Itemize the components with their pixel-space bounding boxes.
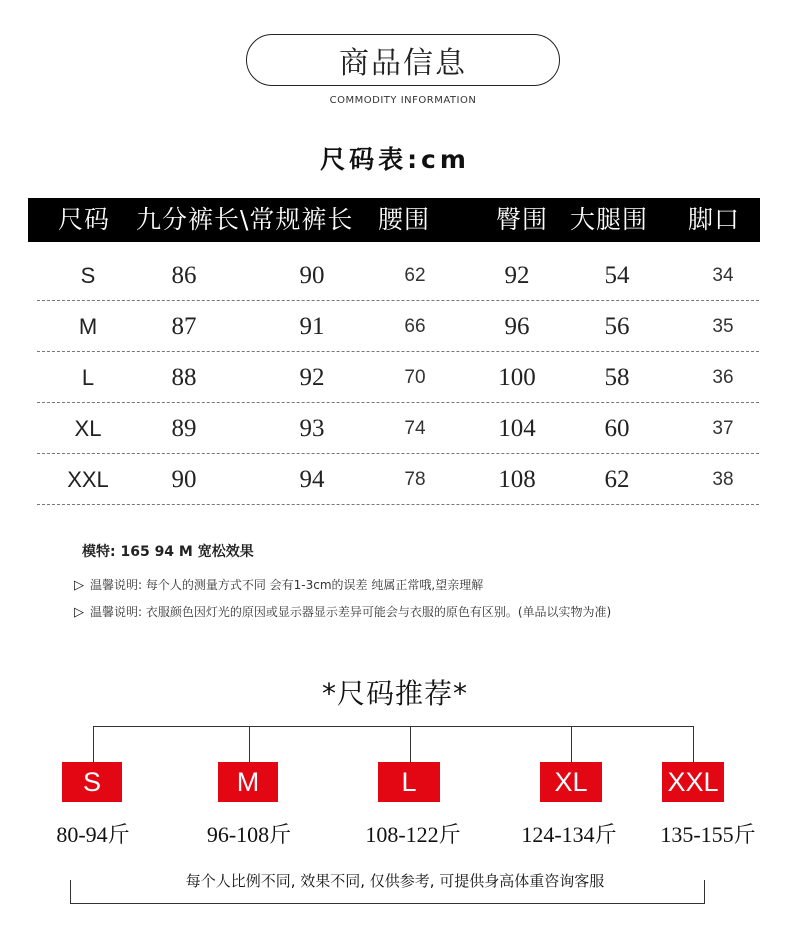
size-chart-heading: 尺码表:cm <box>320 145 470 174</box>
weight-range-xl: 124-134斤 <box>521 822 617 847</box>
cell-waist: 70 <box>404 367 426 388</box>
tree-branch <box>410 726 411 762</box>
tree-connector <box>93 726 694 727</box>
tree-branch <box>249 726 250 762</box>
cell-hip: 104 <box>498 415 536 442</box>
size-badge-l: L <box>378 762 440 802</box>
cell-hip: 92 <box>504 262 530 289</box>
cell-hem: 36 <box>712 367 734 388</box>
cell-waist: 66 <box>404 316 426 337</box>
table-row <box>37 353 759 403</box>
size-badge-xl: XL <box>540 762 602 802</box>
table-row <box>37 251 759 301</box>
row-divider <box>37 351 759 352</box>
weight-range-l: 108-122斤 <box>365 822 461 847</box>
cell-hip: 108 <box>498 466 536 493</box>
cell-hem: 38 <box>712 469 734 490</box>
cell-nine-length: 88 <box>171 364 197 391</box>
cell-waist: 74 <box>404 418 426 439</box>
triangle-right-icon: ▷ <box>74 605 84 620</box>
cell-hip: 96 <box>504 313 530 340</box>
cell-size: L <box>81 365 95 390</box>
row-divider <box>37 453 759 454</box>
note-text: 温馨说明: 衣服颜色因灯光的原因或显示器显示差异可能会与衣服的原色有区别。(单品以实物为准) <box>90 605 612 619</box>
column-header-size: 尺码 <box>58 205 111 234</box>
cell-waist: 62 <box>404 265 426 286</box>
cell-hem: 35 <box>712 316 734 337</box>
column-header-hem: 脚口 <box>688 205 741 234</box>
cell-nine-length: 87 <box>171 313 197 340</box>
cell-size: XL <box>74 416 102 441</box>
cell-nine-length: 90 <box>171 466 197 493</box>
size-badge-s: S <box>62 762 122 802</box>
column-header-thigh: 大腿围 <box>570 205 649 234</box>
tree-branch <box>693 726 694 762</box>
table-row <box>37 455 759 505</box>
weight-range-m: 96-108斤 <box>206 822 292 847</box>
cell-thigh: 54 <box>604 262 630 289</box>
column-header-hip: 臀围 <box>496 205 549 234</box>
cell-regular-length: 93 <box>299 415 325 442</box>
cell-waist: 78 <box>404 469 426 490</box>
weight-range-s: 80-94斤 <box>56 822 130 847</box>
title-pill <box>246 34 560 86</box>
cell-nine-length: 89 <box>171 415 197 442</box>
size-badge-m: M <box>218 762 278 802</box>
row-divider <box>37 300 759 301</box>
table-row <box>37 404 759 454</box>
cell-thigh: 58 <box>604 364 630 391</box>
tree-branch <box>93 726 94 762</box>
column-header-waist: 腰围 <box>378 205 431 234</box>
cell-size: M <box>78 314 98 339</box>
table-row <box>37 302 759 352</box>
cell-size: XXL <box>67 467 109 492</box>
page-subtitle: COMMODITY INFORMATION <box>329 95 477 106</box>
note-measurement <box>74 576 483 593</box>
note-color <box>74 603 611 620</box>
cell-regular-length: 92 <box>299 364 325 391</box>
cell-size: S <box>80 263 96 288</box>
cell-hip: 100 <box>498 364 536 391</box>
row-divider <box>37 504 759 505</box>
note-text: 温馨说明: 每个人的测量方式不同 会有1-3cm的误差 纯属正常哦,望亲理解 <box>90 578 484 592</box>
model-info: 模特: 165 94 M 宽松效果 <box>82 544 254 560</box>
cell-thigh: 62 <box>604 466 630 493</box>
weight-range-xxl: 135-155斤 <box>660 822 756 847</box>
cell-thigh: 56 <box>604 313 630 340</box>
cell-regular-length: 94 <box>299 466 325 493</box>
triangle-right-icon: ▷ <box>74 578 84 593</box>
recommend-footnote: 每个人比例不同, 效果不同, 仅供参考, 可提供身高体重咨询客服 <box>185 872 605 890</box>
size-badge-xxl: XXL <box>662 762 724 802</box>
cell-hem: 34 <box>712 265 734 286</box>
column-header-length: 九分裤长\常规裤长 <box>136 205 354 234</box>
cell-hem: 37 <box>712 418 734 439</box>
row-divider <box>37 402 759 403</box>
tree-branch <box>571 726 572 762</box>
cell-nine-length: 86 <box>171 262 197 289</box>
size-table-header <box>28 198 760 242</box>
cell-regular-length: 90 <box>299 262 325 289</box>
recommend-title: *尺码推荐* <box>321 677 468 710</box>
cell-thigh: 60 <box>604 415 630 442</box>
page-title: 商品信息 <box>339 46 467 81</box>
cell-regular-length: 91 <box>299 313 325 340</box>
